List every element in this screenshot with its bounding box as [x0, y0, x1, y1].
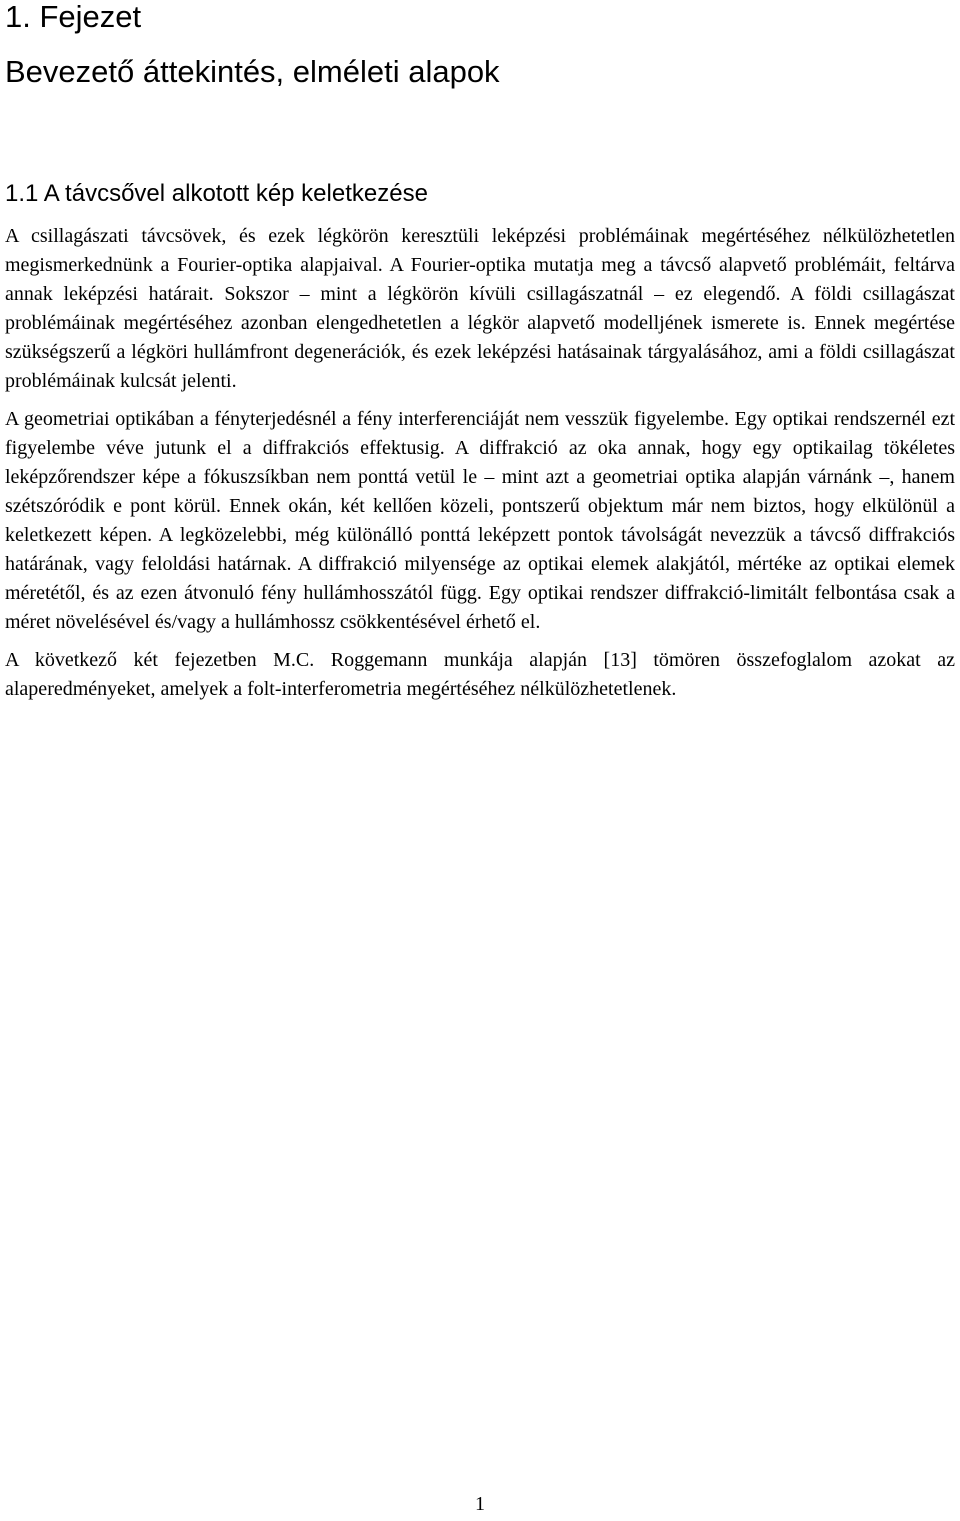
paragraph-1: A csillagászati távcsövek, és ezek légkörön keresztüli leképzési problémáinak megértéséhez nélkülözhetetlen megismerkednünk a Fourier-optika alapjaival. A Fourier-optika mutatja meg a távcső alapvető problémáit, feltárva annak leképzési határait. Sokszor – mint a légkörön kívüli csillagászatnál – ez elegendő. A földi csillagászat problémáinak megértéséhez azonban elengedhetetlen a légkör alapvető modelljének ismerete is. Ennek megértése szükségszerű a légköri hullámfront degenerációk, és ezek leképzési hatásainak tárgyalásához, ami a földi csillagászat problémáinak kulcsát jelenti. [5, 225, 955, 392]
body-text [5, 222, 955, 713]
paragraph-2: A geometriai optikában a fényterjedésnél a fény interferenciáját nem vesszük figyelembe. Egy optikai rendszernél ezt figyelembe véve jutunk el a diffrakciós effektusig. A diffrakció az oka annak, hogy egy optikailag tökéletes leképzőrendszer képe a fókuszsíkban nem ponttá vetül le – mint azt a geometriai optika alapján várnánk –, hanem szétszóródik e pont körül. Ennek okán, két kellően közeli, pontszerű objektum már nem biztos, hogy elkülönül a keletkezett képen. A legközelebbi, még különálló ponttá leképzett pontok távolságát nevezzük a távcső diffrakciós határának, vagy feloldási határnak. A diffrakció milyensége az optikai elemek alakjától, mértéke az optikai elemek méretétől, és az ezen átvonuló fény hullámhosszától függ. Egy optikai rendszer diffrakció-limitált felbontása csak a méret növelésével és/vagy a hullámhossz csökkentésével érhető el. [5, 408, 955, 633]
chapter-number: 1. Fejezet [5, 0, 142, 34]
chapter-title: Bevezető áttekintés, elméleti alapok [5, 54, 500, 89]
paragraph-3: A következő két fejezetben M.C. Roggemann munkája alapján [13] tömören összefoglalom azokat az alaperedményeket, amelyek a folt-interferometria megértéséhez nélkülözhetetlenek. [5, 649, 955, 700]
page-number: 1 [475, 1493, 485, 1515]
section-title: 1.1 A távcsővel alkotott kép keletkezése [5, 180, 428, 207]
